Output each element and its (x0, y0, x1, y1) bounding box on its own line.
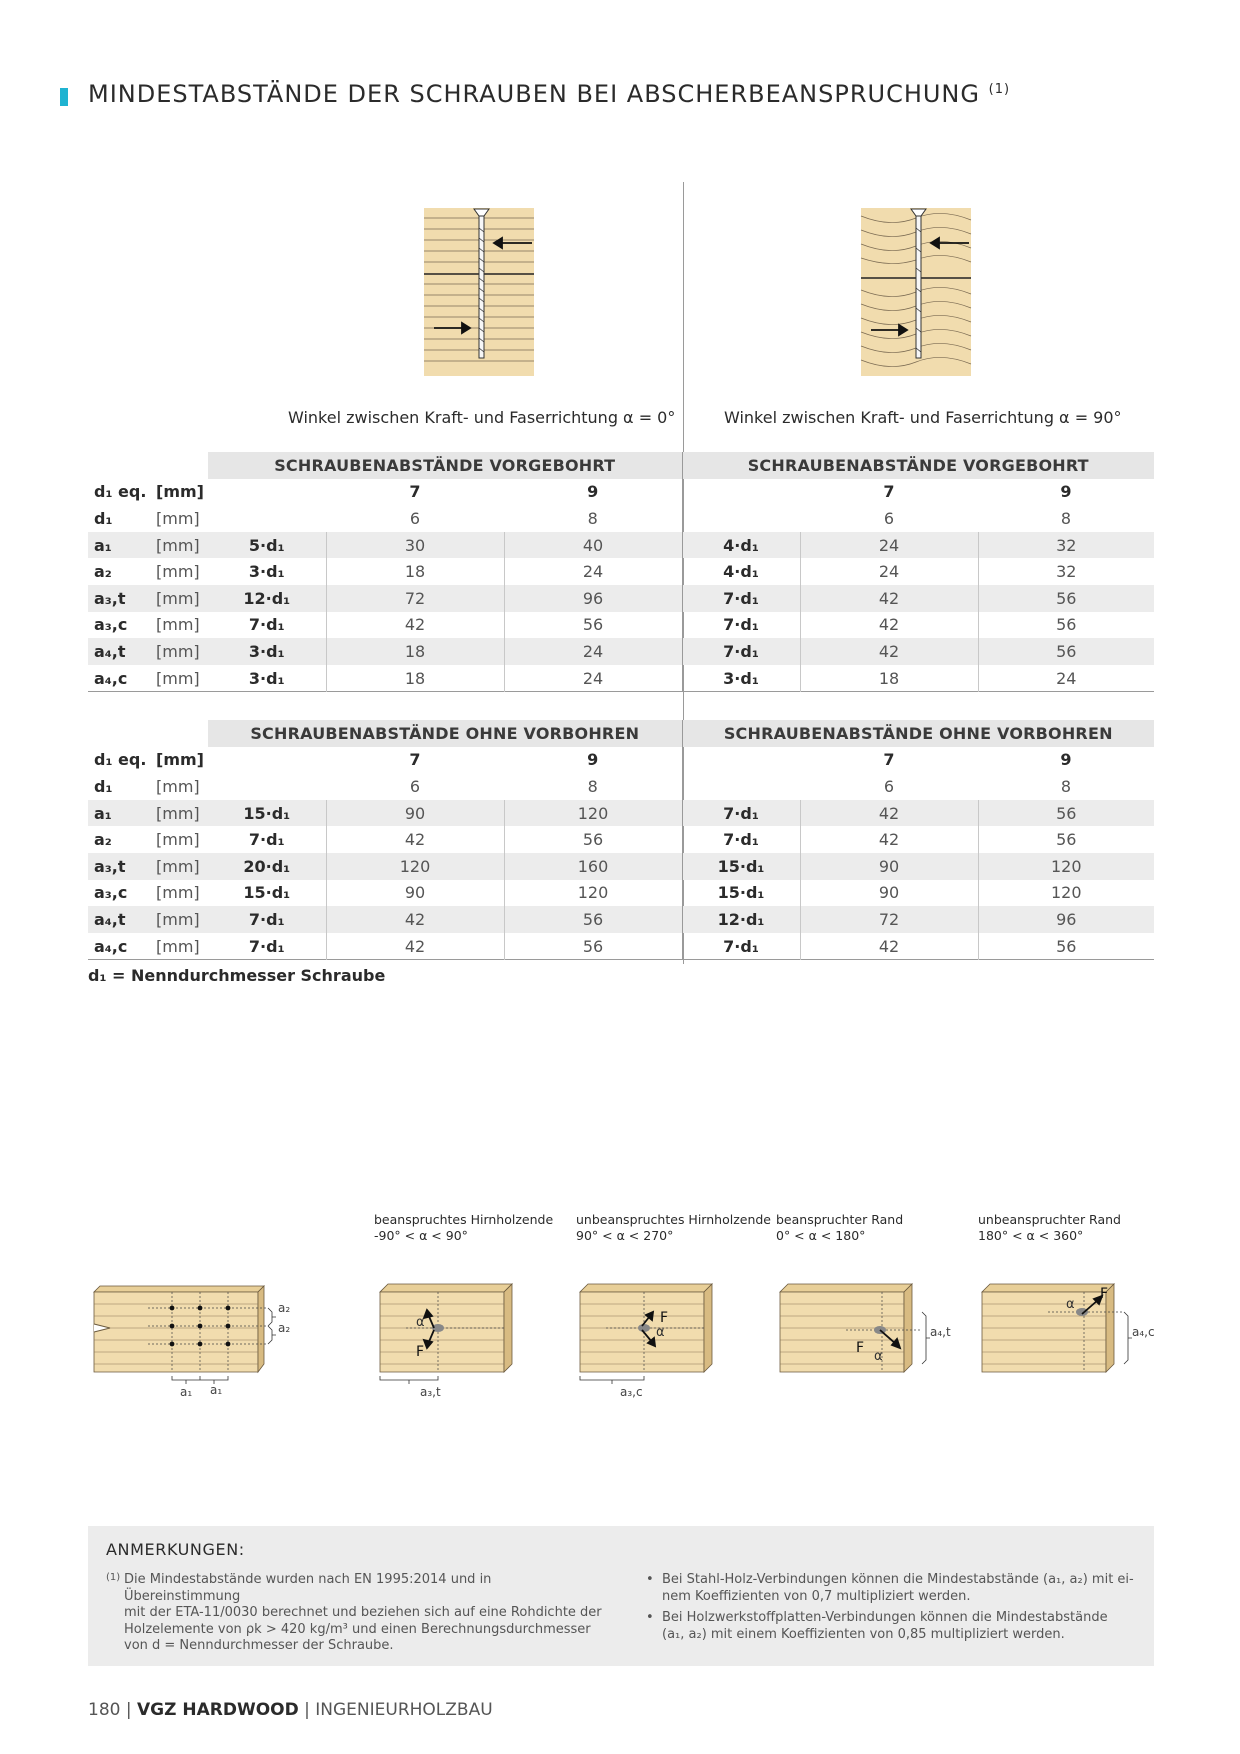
bullet-1-marker: • (646, 1572, 654, 1587)
spacing-diagram-a4t (776, 1268, 966, 1398)
table-row: a₃,c [mm] 15∙d₁ 90 120 15∙d₁ 90 120 (88, 880, 1154, 907)
dim-label-a4c: a₄,c (1132, 1325, 1155, 1339)
table-row: a₃,t [mm] 20∙d₁ 120 160 15∙d₁ 90 120 (88, 853, 1154, 880)
dim-label-a3c: a₃,c (620, 1385, 643, 1399)
dim-label-a1-2: a₁ (210, 1383, 223, 1397)
table-row: a₂ [mm] 7∙d₁ 42 56 7∙d₁ 42 56 (88, 826, 1154, 853)
table-row: a₄,c [mm] 7∙d₁ 42 56 7∙d₁ 42 56 (88, 933, 1154, 960)
caption-loaded-end: beanspruchtes Hirnholzende -90° < α < 90° (374, 1212, 554, 1243)
table-vorgebohrt (88, 452, 1154, 692)
footnote-d1: d₁ = Nenndurchmesser Schraube (88, 966, 386, 985)
table-title-left: SCHRAUBENABSTÄNDE VORGEBOHRT (208, 452, 682, 479)
dim-label-a2-2: a₂ (278, 1321, 291, 1335)
table-title-right: SCHRAUBENABSTÄNDE OHNE VORBOHREN (682, 720, 1154, 747)
table-row: a₁ [mm] 5∙d₁ 30 40 4∙d₁ 24 32 (88, 532, 1154, 559)
table-title-right: SCHRAUBENABSTÄNDE VORGEBOHRT (682, 452, 1154, 479)
spacing-diagram-a3c (576, 1268, 726, 1398)
table-row: a₄,t [mm] 7∙d₁ 42 56 12∙d₁ 72 96 (88, 906, 1154, 933)
table-title-left: SCHRAUBENABSTÄNDE OHNE VORBOHREN (208, 720, 682, 747)
table-header-row (88, 452, 1154, 479)
table-row: a₄,c [mm] 3∙d₁ 18 24 3∙d₁ 18 24 (88, 665, 1154, 692)
angle-label: α (1066, 1297, 1075, 1312)
footer-section: INGENIEURHOLZBAU (315, 1700, 493, 1720)
table-row: a₂ [mm] 3∙d₁ 18 24 4∙d₁ 24 32 (88, 558, 1154, 585)
dim-label-a1-1: a₁ (180, 1385, 193, 1399)
note-bullet-2: Bei Holzwerkstoffplatten-Verbindungen können die Mindestabstände (a₁, a₂) mit einem Koeffizienten von 0,85 multipliziert werden. (662, 1610, 1108, 1642)
caption-loaded-edge: beanspruchter Rand 0° < α < 180° (776, 1212, 904, 1243)
table-row: d₁ [mm] 6 8 6 8 (88, 505, 1154, 532)
table-header-row (88, 720, 1154, 747)
note-1-mark: (1) (106, 1572, 121, 1583)
angle-label: α (874, 1349, 883, 1364)
table-row: a₃,t [mm] 12∙d₁ 72 96 7∙d₁ 42 56 (88, 585, 1154, 612)
force-label: F (416, 1344, 425, 1360)
table-row: d₁ [mm] 6 8 6 8 (88, 773, 1154, 800)
footer-product: VGZ HARDWOOD (137, 1700, 299, 1720)
spacing-diagram-a1-a2 (88, 1272, 291, 1402)
force-label: F (660, 1310, 669, 1326)
caption-unloaded-edge: unbeanspruchter Rand 180° < α < 360° (978, 1212, 1121, 1243)
page-title: MINDESTABSTÄNDE DER SCHRAUBEN BEI ABSCHERBEANSPRUCHUNG $^{(1)}$ (88, 80, 1011, 108)
table-row: a₄,t [mm] 3∙d₁ 18 24 7∙d₁ 42 56 (88, 638, 1154, 665)
bullet-2-marker: • (646, 1610, 654, 1625)
notes-title: ANMERKUNGEN: (106, 1540, 245, 1559)
angle-label: α (656, 1325, 665, 1340)
caption-alpha-0: Winkel zwischen Kraft- und Faserrichtung α = 0° (288, 408, 676, 427)
note-1: Die Mindestabstände wurden nach EN 1995:2014 und in Übereinstimmung mit der ETA-11/0030 berechnet und beziehen sich auf eine Rohdichte der Holzelemente von ρk > 420 kg/m³ und einen Berechnungsdurchmesser von d = Nenndurchmesser der Schraube. (124, 1572, 602, 1653)
spacing-diagram-a3t (376, 1268, 526, 1398)
note-bullet-1: Bei Stahl-Holz-Verbindungen können die Mindestabstände (a₁, a₂) mit ei- nem Koeffizienten von 0,7 multipliziert werden. (662, 1572, 1134, 1604)
table-row: d₁ eq. [mm] 7 9 7 9 (88, 479, 1154, 506)
table-ohne-vorbohren (88, 720, 1154, 960)
title-accent-bar (60, 88, 68, 106)
angle-label: α (416, 1315, 425, 1330)
spacing-diagram-a4c (978, 1268, 1158, 1398)
dim-label-a2-1: a₂ (278, 1301, 291, 1315)
page-footer: 180 | VGZ HARDWOOD | INGENIEURHOLZBAU (88, 1700, 493, 1720)
caption-unloaded-end: unbeanspruchtes Hirnholzende 90° < α < 270° (576, 1212, 771, 1243)
table-row: a₃,c [mm] 7∙d₁ 42 56 7∙d₁ 42 56 (88, 612, 1154, 639)
table-row: d₁ eq. [mm] 7 9 7 9 (88, 747, 1154, 774)
caption-alpha-90: Winkel zwischen Kraft- und Faserrichtung α = 90° (724, 408, 1122, 427)
wood-diagram-parallel (424, 208, 534, 376)
force-label: F (856, 1340, 865, 1356)
wood-diagram-perpendicular (861, 208, 971, 376)
dim-label-a3t: a₃,t (420, 1385, 441, 1399)
dim-label-a4t: a₄,t (930, 1325, 951, 1339)
force-label: F (1100, 1286, 1109, 1302)
table-row: a₁ [mm] 15∙d₁ 90 120 7∙d₁ 42 56 (88, 800, 1154, 827)
page-number: 180 (88, 1700, 121, 1720)
